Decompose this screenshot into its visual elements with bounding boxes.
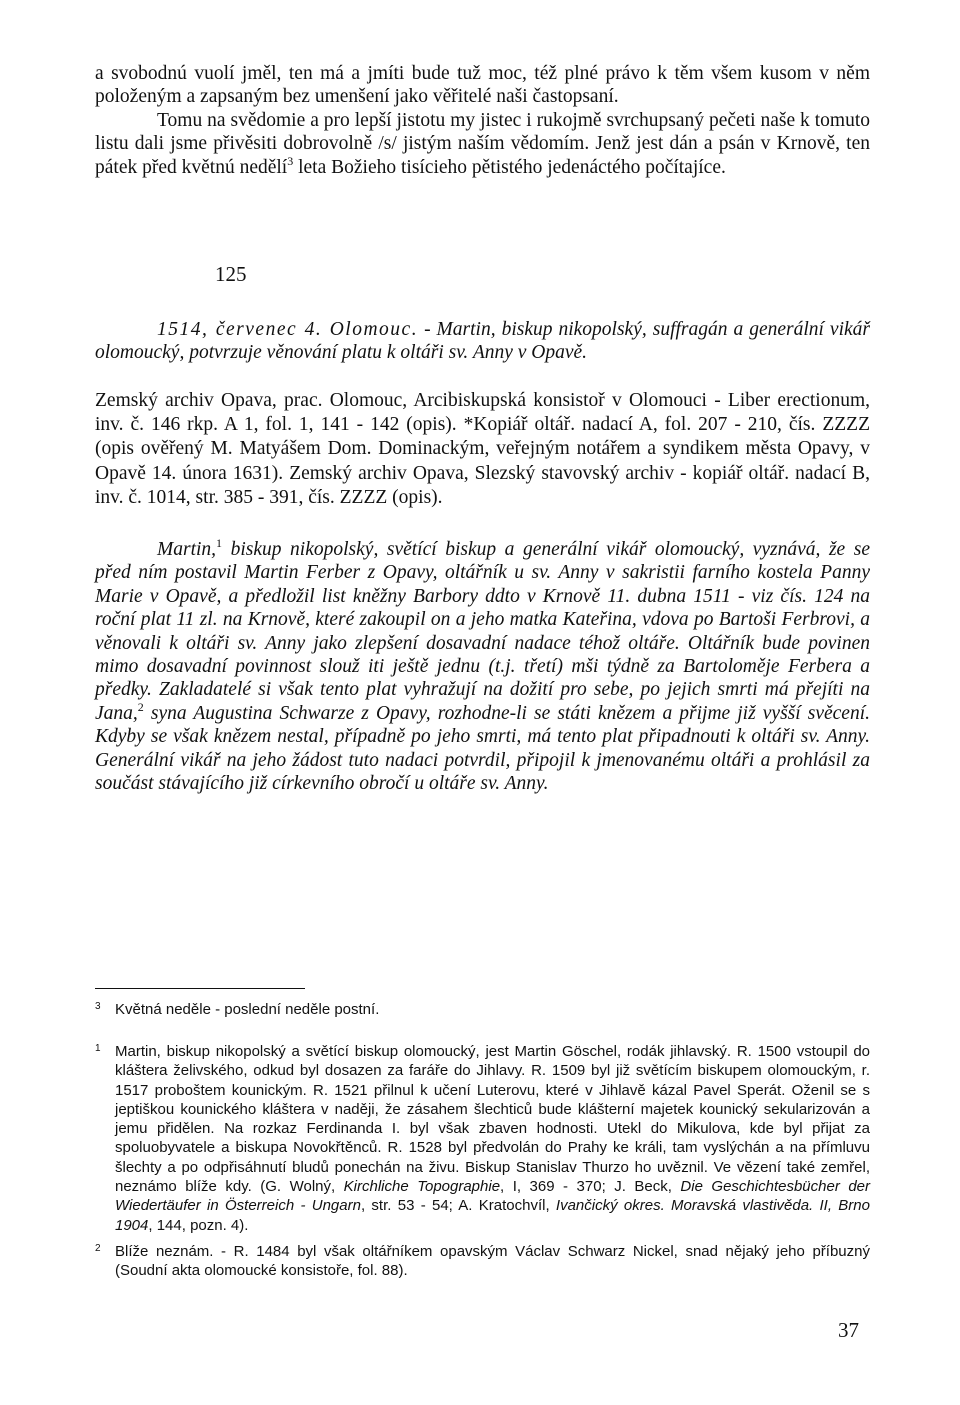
footnote-3 [95, 1000, 870, 1019]
footnote-2 [95, 1242, 870, 1281]
footnote-title-c: Ivančický okres. Moravská vlastivěda. II, Brno 1904 [115, 1197, 870, 1234]
footnote-divider [95, 988, 305, 989]
footnote-ref-1: 1 [216, 536, 223, 550]
footnote-text [115, 1042, 870, 1235]
footnote-mark: 2 [95, 1243, 101, 1254]
paragraph-2-tail: leta Božieho tisícieho pětistého jedenáctého počítajíce. [293, 156, 726, 178]
paragraph-2-text: Tomu na svědomie a pro lepší jistotu my jistec i rukojmě svrchupsaný pečeti naše k tomuto listu dali jsme přivěsiti dobrovolně /s/ jistým naším vědomím. Jenž jest dán a psán v Krnově, ten pátek před květnú nedělí [95, 109, 870, 178]
footnote-text-c: , str. 53 - 54; A. Kratochvíl, [360, 1197, 556, 1215]
footnote-1 [95, 1042, 870, 1235]
footnote-ref-2: 2 [137, 699, 144, 714]
document-heading [95, 318, 870, 365]
footnote-mark: 3 [95, 1001, 101, 1012]
footnote-text-d: , 144, pozn. 4). [148, 1216, 249, 1234]
paragraph-1: a svobodnú vuolí jměl, ten má a jmíti bude tuž moc, též plné právo k těm všem kusom v něm položeným a zapsaným bez umenšení jako věřitelé naši častopsaní. [95, 63, 870, 108]
source-note: Zemský archiv Opava, prac. Olomouc, Arcibiskupská konsistoř v Olomouci - Liber erectionum, inv. č. 146 rkp. A 1, fol. 1, 141 - 142 (opis). *Kopiář oltář. nadací A, fol. 207 - 210, čís. ZZZZ (opis ověřený M. Matyášem Dom. Dominackým, veřejným notářem a syndikem města Opavy, v Opavě 14. února 1631). Zemský archiv Opava, Slezský stavovský archiv - kopiář oltář. nadací B, inv. č. 1014, str. 385 - 391, čís. ZZZZ (opis). [95, 390, 870, 508]
footnote-text-b: , I, 369 - 370; J. Beck, [500, 1178, 681, 1196]
footnote-ref-3: 3 [287, 153, 294, 168]
heading-date: 1514, červenec 4. Olomouc. [157, 319, 419, 340]
footnote-title-b: Die Geschichtesbücher der Wiedertäufer in Österreich - Ungarn [115, 1178, 870, 1215]
heading-text: - Martin, biskup nikopolský, suffragán a generální vikář olomoucký, potvrzuje věnování platu k oltáři sv. Anny v Opavě. [95, 319, 870, 364]
footnote-text: Květná neděle - poslední neděle postní. [115, 1001, 380, 1018]
footnote-title-a: Kirchliche Topographie [343, 1178, 501, 1196]
top-paragraphs [95, 62, 870, 179]
regest-paragraph [95, 538, 870, 795]
footnote-text: Blíže neznám. - R. 1484 byl však oltářníkem opavským Václav Schwarz Nickel, snad nějaký jeho příbuzný (Soudní akta olomoucké konsistoře, fol. 88). [115, 1243, 870, 1280]
regest-part-3: syna Augustina Schwarze z Opavy, rozhodne-li se státi knězem a přijme již vyšší svěcení. Kdyby se však knězem nestal, případně po jeho smrti, má tento plat připadnouti k oltáři sv. Anny. Generální vikář na jeho žádost tuto nadaci potvrdil, připojil k jmenovanému oltáři a prohlásil za součást stávajícího již církevního obročí u oltáře sv. Anny. [95, 702, 870, 795]
regest-part-2: biskup nikopolský, světící biskup a generální vikář olomoucký, vyznává, že se před ním postavil Martin Ferber z Opavy, oltářník u sv. Anny v sakristii farního kostela Panny Marie v Opavě, a předložil list kněžny Barbory ddto v Krnově 11. dubna 1511 - viz čís. 124 na roční plat 11 zl. na Krnově, které zakoupil on a jeho matka Kateřina, vdova po Bartoši Ferbrovi, a věnovali k oltáři sv. Anny jako zlepšení dosavadní nadace téhož oltáře. Oltářník bude povinen mimo dosavadní povinnost slouž iti ještě jednu (t.j. třetí) mši týdně za Bartoloměje Ferbera a předky. Zakladatelé si však tento plat vyhražují na dožití pro sebe, po jejich smrti má přejíti na Jana, [95, 539, 870, 724]
document-number: 125 [215, 262, 247, 286]
page-number: 37 [838, 1318, 859, 1342]
regest-part-1: Martin, [157, 539, 217, 560]
paragraph-2 [95, 109, 870, 179]
footnote-text-a: Martin, biskup nikopolský a světící biskup olomoucký, jest Martin Göschel, rodák jihlavský. R. 1500 vstoupil do kláštera želivského, odkud byl dosazen za faráře do Jihlavy. R. 1509 byl již světícím biskupem olomouckým, r. 1517 proboštem kounickým. R. 1521 přilnul k učení Luterovu, které v Jihlavě kázal Pavel Sperát. Oženil se s jeptiškou kounického kláštera v naději, že zásahem šlechticů bude klášterní majetek kounický sekularizován a jemu přidělen. Na rozkaz Ferdinanda I. byl však zbaven hodnosti. Utekl do Mikulova, kde byl přijat za spoluobyvatele a biskupa Novokřtěnců. R. 1528 byl předvolán do Prahy ke králi, tam vyslýchán a na přímluvu šlechty a po odpřisáhnutí bludů ponechán na živu. Biskup Stanislav Thurzo ho uvěznil. Ve vězení také zemřel, neznámo blíže kdy. (G. Wolný, [115, 1043, 870, 1196]
footnote-mark: 1 [95, 1043, 101, 1054]
